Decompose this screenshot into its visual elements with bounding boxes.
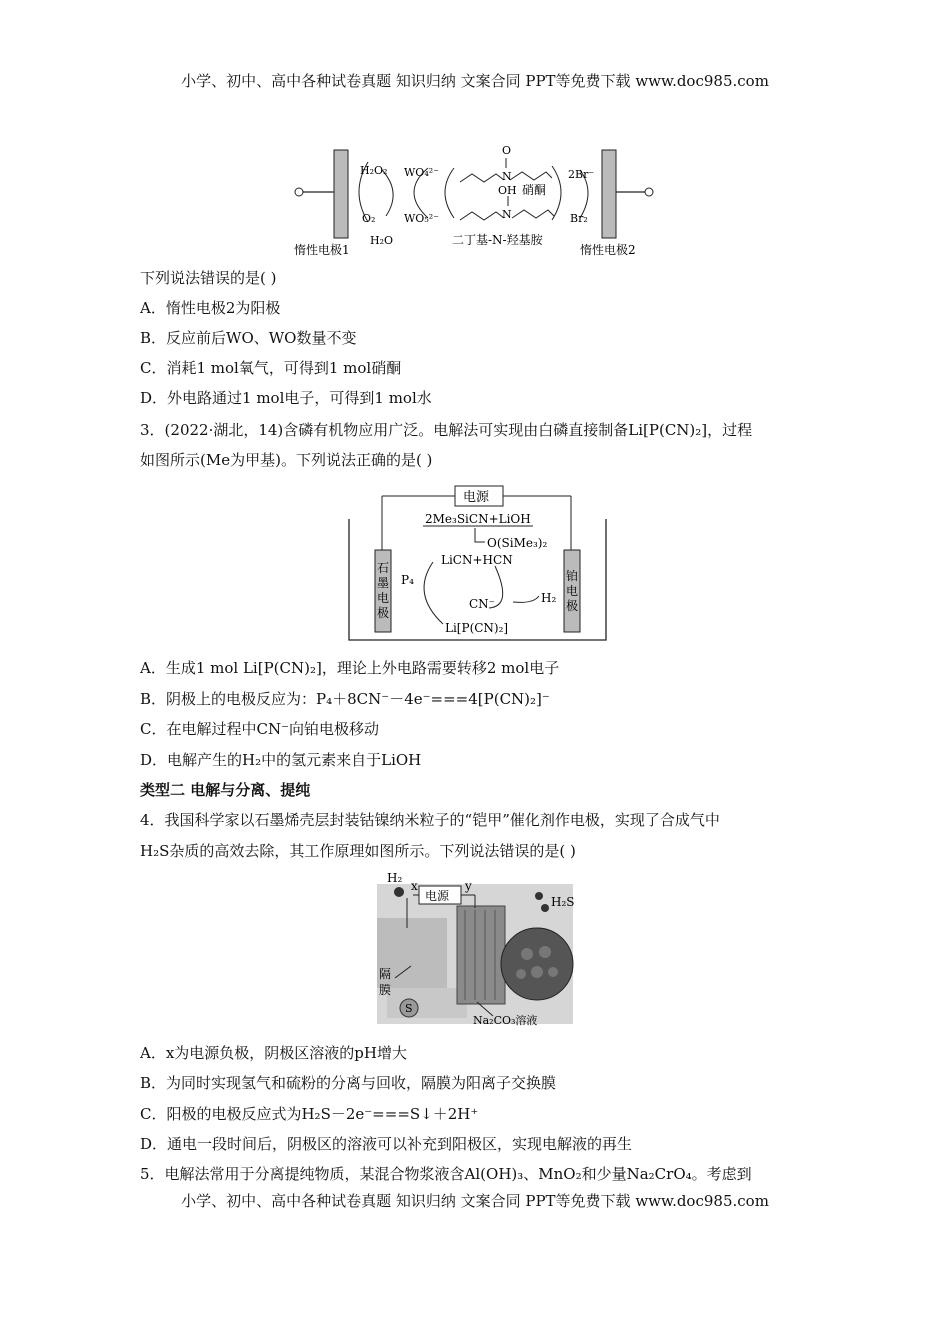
section-heading: 类型二 电解与分离、提纯 <box>140 781 311 799</box>
power-label: 电源 <box>425 889 450 903</box>
q3-stem-line2: 如图所示(Me为甲基)。下列说法正确的是( ) <box>140 451 433 469</box>
h2-label: H₂ <box>541 591 557 605</box>
cn-label: CN⁻ <box>469 597 496 611</box>
q3-stem-line1: 3．(2022·湖北，14)含磷有机物应用广泛。电解法可实现由白磷直接制备Li[P(CN)₂]，过程 <box>140 421 753 439</box>
platinum-char-2: 电 <box>566 584 579 598</box>
q4-stem-line1: 4．我国科学家以石墨烯壳层封装钴镍纳米粒子的“铠甲”催化剂作电极，实现了合成气中 <box>140 811 720 829</box>
nitrone-label: 硝酮 <box>522 183 547 197</box>
h2s-label: H₂S <box>551 895 575 909</box>
inert-electrode-1 <box>334 150 348 238</box>
power-label: 电源 <box>463 490 490 505</box>
q2-stem: 下列说法错误的是( ) <box>140 269 277 287</box>
nitrone-n: N <box>502 170 512 183</box>
q2-option-d: D．外电路通过1 mol电子，可得到1 mol水 <box>140 389 432 407</box>
q3-option-d: D．电解产生的H₂中的氢元素来自于LiOH <box>140 751 422 769</box>
q5-stem-line1: 5．电解法常用于分离提纯物质，某混合物浆液含Al(OH)₃、MnO₂和少量Na₂CrO₄。考虑到 <box>140 1165 752 1183</box>
q3-option-b: B．阴极上的电极反应为：P₄＋8CN⁻－4e⁻===4[P(CN)₂]⁻ <box>140 690 550 708</box>
x-label: x <box>411 879 418 893</box>
h2o2-label: H₂O₂ <box>360 164 388 177</box>
hydroxyl-oh: OH <box>498 184 517 197</box>
product-label: Li[P(CN)₂] <box>445 621 509 635</box>
q4-option-c: C．阳极的电极反应式为H₂S－2e⁻===S↓＋2H⁺ <box>140 1105 479 1123</box>
o2-label: O₂ <box>362 212 376 225</box>
q3-option-a: A．生成1 mol Li[P(CN)₂]，理论上外电路需要转移2 mol电子 <box>140 659 560 677</box>
br-ion-label: 2Br⁻ <box>568 168 595 181</box>
q4-option-b: B．为同时实现氢气和硫粉的分离与回收，隔膜为阳离子交换膜 <box>140 1074 557 1092</box>
h2-label: H₂ <box>387 871 403 885</box>
q4-option-d: D．通电一段时间后，阴极区的溶液可以补充到阳极区，实现电解液的再生 <box>140 1135 633 1153</box>
figure-h2s-removal <box>373 868 578 1028</box>
q2-option-b: B．反应前后WO、WO数量不变 <box>140 329 357 347</box>
s-label: S <box>405 1002 413 1015</box>
graphite-char-3: 电 <box>377 591 390 605</box>
membrane-label-1: 隔 <box>379 967 392 981</box>
graphene-electrode <box>457 906 505 1004</box>
nitrone-o: O <box>502 144 512 157</box>
graphite-char-1: 石 <box>377 561 390 575</box>
wo5-label: WO₅²⁻ <box>404 212 439 225</box>
graphite-char-2: 墨 <box>377 576 390 590</box>
page-header: 小学、初中、高中各种试卷真题 知识归纳 文案合同 PPT等免费下载 www.doc985.com <box>181 72 769 90</box>
figure-nitrone-electrolysis <box>290 140 660 260</box>
platinum-char-1: 铂 <box>566 569 579 583</box>
figure-phosphorus-electrolysis <box>345 484 610 646</box>
mid-label: LiCN+HCN <box>441 553 513 567</box>
q4-option-a: A．x为电源负极，阴极区溶液的pH增大 <box>140 1044 407 1062</box>
hydroxylamine-label: 二丁基-N-羟基胺 <box>452 233 543 247</box>
wo4-label: WO₄²⁻ <box>404 166 439 179</box>
membrane-label-2: 膜 <box>379 983 392 997</box>
q3-option-c: C．在电解过程中CN⁻向铂电极移动 <box>140 720 379 738</box>
inert-electrode-2 <box>602 150 616 238</box>
reactants-label: 2Me₃SiCN+LiOH <box>425 512 531 526</box>
catalyst-sphere <box>501 928 573 1000</box>
graphite-char-4: 极 <box>377 606 390 620</box>
h2o-label: H₂O <box>370 234 394 247</box>
p4-label: P₄ <box>401 573 414 587</box>
q2-option-a: A．惰性电极2为阳极 <box>140 299 281 317</box>
platinum-char-3: 极 <box>566 599 579 613</box>
byproduct-label: O(SiMe₃)₂ <box>487 536 548 550</box>
q4-stem-line2: H₂S杂质的高效去除，其工作原理如图所示。下列说法错误的是( ) <box>140 842 576 860</box>
page-footer: 小学、初中、高中各种试卷真题 知识归纳 文案合同 PPT等免费下载 www.doc985.com <box>181 1192 769 1210</box>
amine-n: N <box>502 208 512 221</box>
y-label: y <box>465 879 472 893</box>
solution-label: Na₂CO₃溶液 <box>473 1014 538 1027</box>
electrode-2-label: 惰性电极2 <box>580 243 636 257</box>
electrode-1-label: 惰性电极1 <box>294 243 350 257</box>
br2-label: Br₂ <box>570 212 588 225</box>
q2-option-c: C．消耗1 mol氧气，可得到1 mol硝酮 <box>140 359 402 377</box>
